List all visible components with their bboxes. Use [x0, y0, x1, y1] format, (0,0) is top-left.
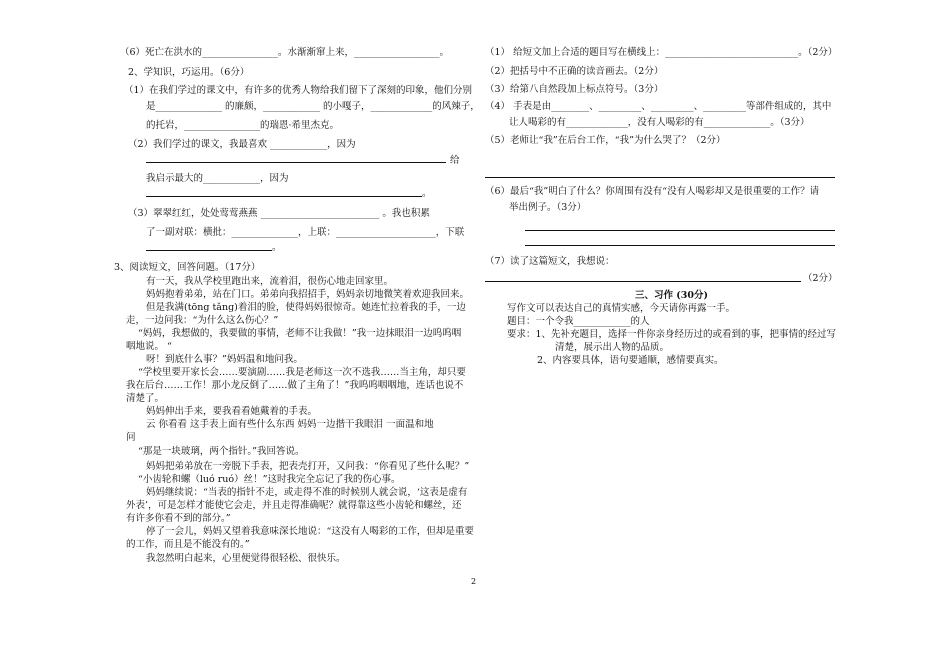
answer-line	[525, 245, 835, 246]
passage-p8b: 问	[126, 432, 136, 443]
writing-intro: 写作文可以表达自己的真情实感，今天请你再露一手。	[507, 303, 736, 314]
passage-p12a: 停了一会儿，妈妈又望着我意味深长地说：“这没有人喝彩的工作，但却是重要	[146, 526, 474, 537]
answer-line	[525, 230, 835, 231]
passage-p3b: 走，一边问我：“为什么这么伤心？”	[126, 315, 279, 326]
s2-q1-line2: 是______________ 的廉颇，____________ 的小嘎子，_____________的风辣子，	[146, 101, 480, 112]
r-q6a: （6）最后“我”明白了什么？你周围有没有“没有人喝彩却又是很重要的工作？请	[485, 186, 820, 197]
answer-line	[146, 250, 272, 251]
s2-q2-line2: 我启示最大的____________，因为	[146, 173, 289, 184]
section2-title: 2、学知识，巧运用。（6分）	[128, 67, 250, 78]
answer-line	[146, 162, 446, 163]
period: 。	[422, 188, 432, 199]
s2-q3-line2: 了一副对联：横批：______________，上联：_____________________，下联	[146, 227, 465, 238]
passage-p5: 呀！到底什么事？”妈妈温和地问我。	[146, 354, 303, 365]
passage-p11c: 有许多你看不到的部分。”	[126, 513, 231, 524]
r-q7-score: （2分）	[803, 273, 838, 284]
passage-p6c: 清楚了。	[126, 393, 165, 404]
passage-p6b: 我在后台……工作！那小龙反倒了……做了主角了！”我呜呜咽咽地，连话也说不	[126, 380, 464, 391]
passage-p4a: “妈妈，我想做的，我要做的事情，老师不让我做！”我一边抹眼泪一边呜呜咽	[138, 328, 462, 339]
writing-req1b: 清楚，展示出人物的品质。	[555, 342, 670, 353]
passage-p13: 我忽然明白起来，心里便觉得很轻松、很快乐。	[146, 553, 346, 564]
page-number: 2	[471, 577, 477, 586]
passage-p8a: 云 你看看 这手表上面有些什么东西 妈妈一边揩干我眼泪 一面温和地	[146, 419, 434, 430]
r-q5: （5）老师让“我”在后台工作，“我”为什么哭了？（2分）	[485, 135, 726, 146]
answer-line	[485, 281, 801, 282]
passage-p10a: 妈妈把弟弟放在一旁脱下手表，把表壳打开，又问我：“你看见了些什么呢？”	[146, 461, 470, 472]
r-q3: （3）给第八自然段加上标点符号。（3分）	[485, 84, 664, 95]
writing-req2: 2、内容要具体，语句要通顺，感情要真实。	[537, 355, 724, 366]
s2-q3-line1: （3）翠翠红红，处处莺莺燕燕 _________________________ 。我也积累	[128, 208, 430, 219]
writing-title: 题目：一个令我____________的人	[507, 316, 650, 327]
r-q2: （2）把括号中不正确的读音画去。（2分）	[485, 66, 664, 77]
passage-p4b: 咽地说。 “	[126, 341, 172, 352]
r-q4b: 让人喝彩的有_____________，没有人喝彩的有______________。（3分）	[509, 117, 810, 128]
passage-p11a: 妈妈继续说：“当表的指针不走，或走得不准的时候别人就会说，‘这表是虚有	[146, 487, 468, 498]
section3-title: 3、阅读短文，回答问题。（17分）	[114, 262, 261, 273]
s2-q1-line1: （1）在我们学过的课文中，有许多的优秀人物给我们留下了深刻的印象，他们分别	[124, 85, 473, 96]
passage-p10b: “小齿轮和螺（luó ruó）丝！”这时我完全忘记了我的伤心事。	[138, 474, 401, 485]
writing-req1a: 要求：1、先补充题目，选择一件你亲身经历过的或看到的事，把事情的经过写	[507, 329, 837, 340]
answer-line	[485, 177, 835, 178]
r-q4a: （4） 手表是由________、_________、_________、_________等部件组成的，其中	[485, 101, 832, 112]
r-q6b: 举出例子。（3分）	[509, 202, 587, 213]
passage-p2: 妈妈抱着弟弟，站在门口。弟弟向我招招手，妈妈亲切地微笑着欢迎我回来。	[146, 289, 470, 300]
passage-p3a: 但是我满(tōng tǎng)着泪的脸，使得妈妈很惊奇。她连忙拉着我的手，一边	[146, 302, 466, 313]
section3-heading: 三、习作 (30分)	[635, 290, 709, 301]
s2-q2-line1: （2）我们学过的课文，我最喜欢 ____________，因为	[128, 139, 356, 150]
passage-p1: 有一天，我从学校里跑出来，流着泪，很伤心地走回家里。	[146, 276, 394, 287]
s2-q2-give: 给	[450, 155, 460, 166]
answer-line	[146, 196, 422, 197]
passage-p9: “那是一块玻璃，两个指针。”我回答说。	[138, 446, 305, 457]
r-q1: （1） 给短文加上合适的题目写在横线上：____________________________。（2分）	[485, 47, 838, 58]
q6-line: （6）死亡在洪水的________________。水渐渐窜上来，__________________。	[120, 47, 450, 58]
passage-p11b: 外表’，可是怎样才能使它会走，并且走得准确呢？就得靠这些小齿轮和螺丝，还	[126, 500, 462, 511]
r-q7: （7）读了这篇短文，我想说：	[485, 256, 615, 267]
passage-p6a: “学校里要开家长会……要演剧……我是老师这一次不选我……当主角，却只要	[138, 367, 466, 378]
passage-p12b: 的工作，而且是不能没有的。”	[126, 539, 250, 550]
s2-q1-line3: 的托岩，________________的瑞恩·希里杰克。	[146, 120, 340, 131]
period: 。	[272, 242, 282, 253]
passage-p7: 妈妈伸出手来，要我看看她戴着的手表。	[146, 406, 318, 417]
